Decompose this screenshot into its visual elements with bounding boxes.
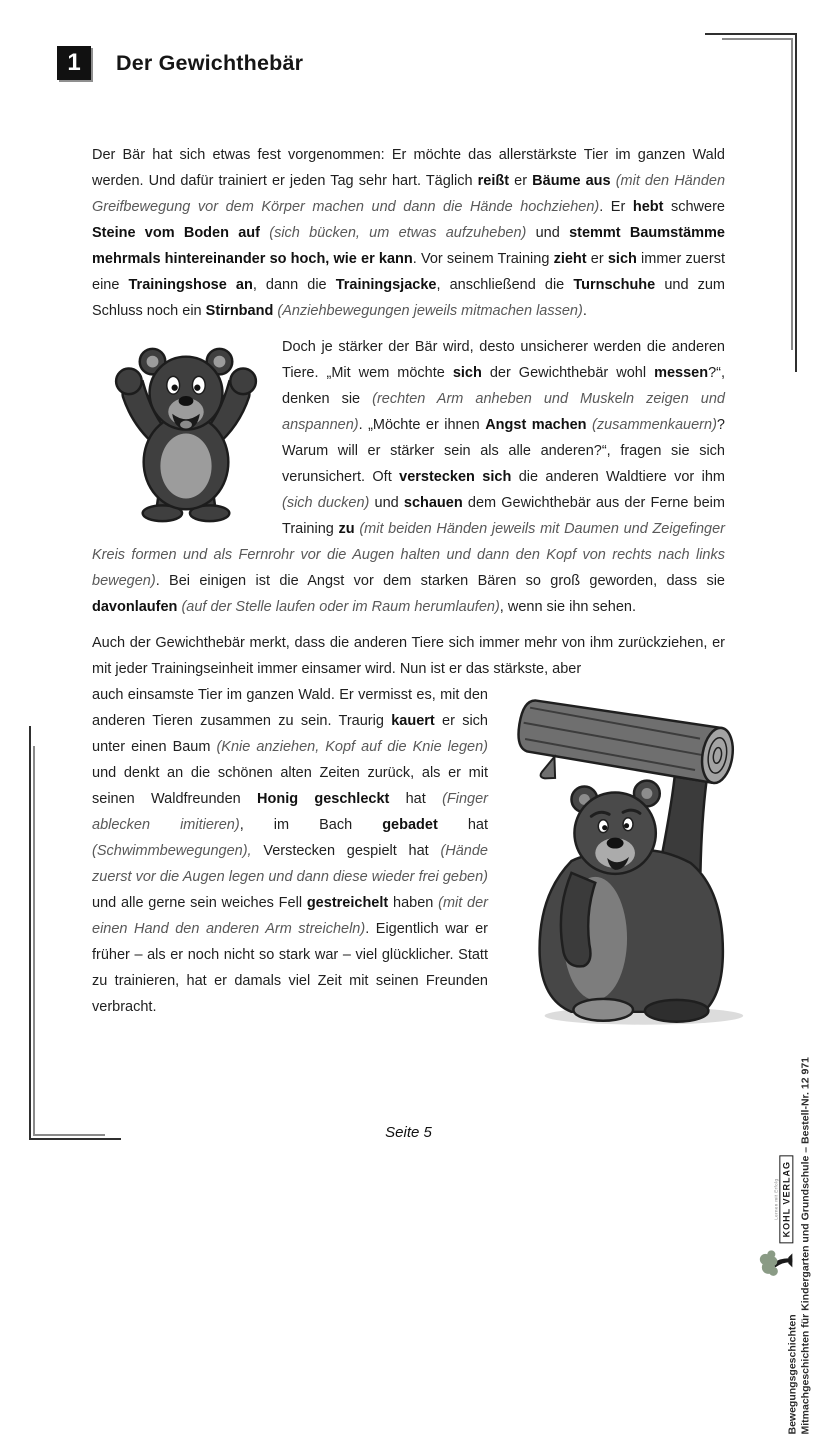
- publisher-tagline: Lernen mit Erfolg: [773, 1178, 778, 1220]
- tree-icon: [759, 1247, 793, 1277]
- paragraph-2: [92, 334, 725, 620]
- cheering-bear-image: [106, 336, 266, 528]
- publisher-logo: [759, 1155, 793, 1277]
- story-text: [92, 142, 725, 1034]
- publisher-logo-text: [773, 1155, 793, 1243]
- paragraph-2-text: Doch je stärker der Bär wird, desto unsicherer werden die anderen Tiere. „Mit wem möchte sich der Gewichthebär wohl messen?“, denken sie (rechten Arm anheben und Muskeln zeigen und anspannen). „Möchte er ihnen Angst machen (zusammenkauern)? Warum will er stärker sein als alle anderen?“, fragen sie sich verunsichert. Oft verstecken sich die anderen Waldtiere vor ihm (sich ducken) und schauen dem Gewichthebär aus der Ferne beim Training zu (mit beiden Händen jeweils mit Daumen und Zeigefinger Kreis formen und als Fernrohr vor die Augen halten und dann den Kopf von rechts nach links bewegen). Bei einigen ist die Angst vor dem starken Bären so groß geworden, dass sie davonlaufen (auf der Stelle laufen oder im Raum herumlaufen), wenn sie ihn sehen.: [92, 339, 726, 615]
- sidebar-subtitle-ordernumber: Mitmachgeschichten für Kindergarten und Grundschule – Bestell-Nr. 12 971: [800, 1057, 812, 1435]
- chapter-number-badge: 1: [57, 46, 91, 80]
- corner-bracket-top-right-inner: [722, 38, 793, 350]
- paragraph-3a: Auch der Gewichthebär merkt, dass die anderen Tiere sich immer mehr von ihm zurückziehen, er mit jeder Trainingseinheit immer einsamer wird. Nun ist er das stärkste, aber: [92, 635, 725, 677]
- paragraph-3b-text: auch einsamste Tier im ganzen Wald. Er vermisst es, mit den anderen Tieren zusammen zu sein. Traurig kauert er sich unter einen Baum (Knie anziehen, Kopf auf die Knie legen) und denkt an die schönen alten Zeiten zurück, als er mit seinen Waldfreunden Honig geschleckt hat (Finger ablecken imitieren), im Bach gebadet hat (Schwimmbewegungen), Verstecken gespielt hat (Hände zuerst vor die Augen legen und dann diese wieder frei geben) und alle gerne sein weiches Fell gestreichelt haben (mit der einen Hand den anderen Arm streicheln). Eigentlich war er früher – als er noch nicht so stark war – viel glücklicher. Statt zu trainieren, hat er damals viel Zeit mit seinen Freunden verbracht.: [92, 687, 488, 1015]
- sidebar-series-title: Bewegungsgeschichten: [787, 1314, 799, 1435]
- paragraph-3b: [92, 682, 725, 1020]
- publisher-name: KOHL VERLAG: [779, 1155, 793, 1243]
- bear-lifting-log-image: [500, 682, 763, 1030]
- page-title: Der Gewichthebär: [116, 50, 304, 75]
- paragraph-1: Der Bär hat sich etwas fest vorgenommen: Er möchte das allerstärkste Tier im ganzen Wald werden. Und dafür trainiert er jeden Tag sehr hart. Täglich reißt er Bäume aus (mit den Händen Greifbewegung vor dem Körper machen und dann die Hände hochziehen). Er hebt schwere Steine vom Boden auf (sich bücken, um etwas aufzuheben) und stemmt Baumstämme mehrmals hintereinander so hoch, wie er kann. Vor seinem Training zieht er sich immer zuerst eine Trainingshose an, dann die Trainingsjacke, anschließend die Turnschuhe und zum Schluss noch ein Stirnband (Anziehbewegungen jeweils mitmachen lassen).: [92, 147, 726, 319]
- page-number: Seite 5: [385, 1124, 432, 1141]
- page-header: [57, 46, 303, 80]
